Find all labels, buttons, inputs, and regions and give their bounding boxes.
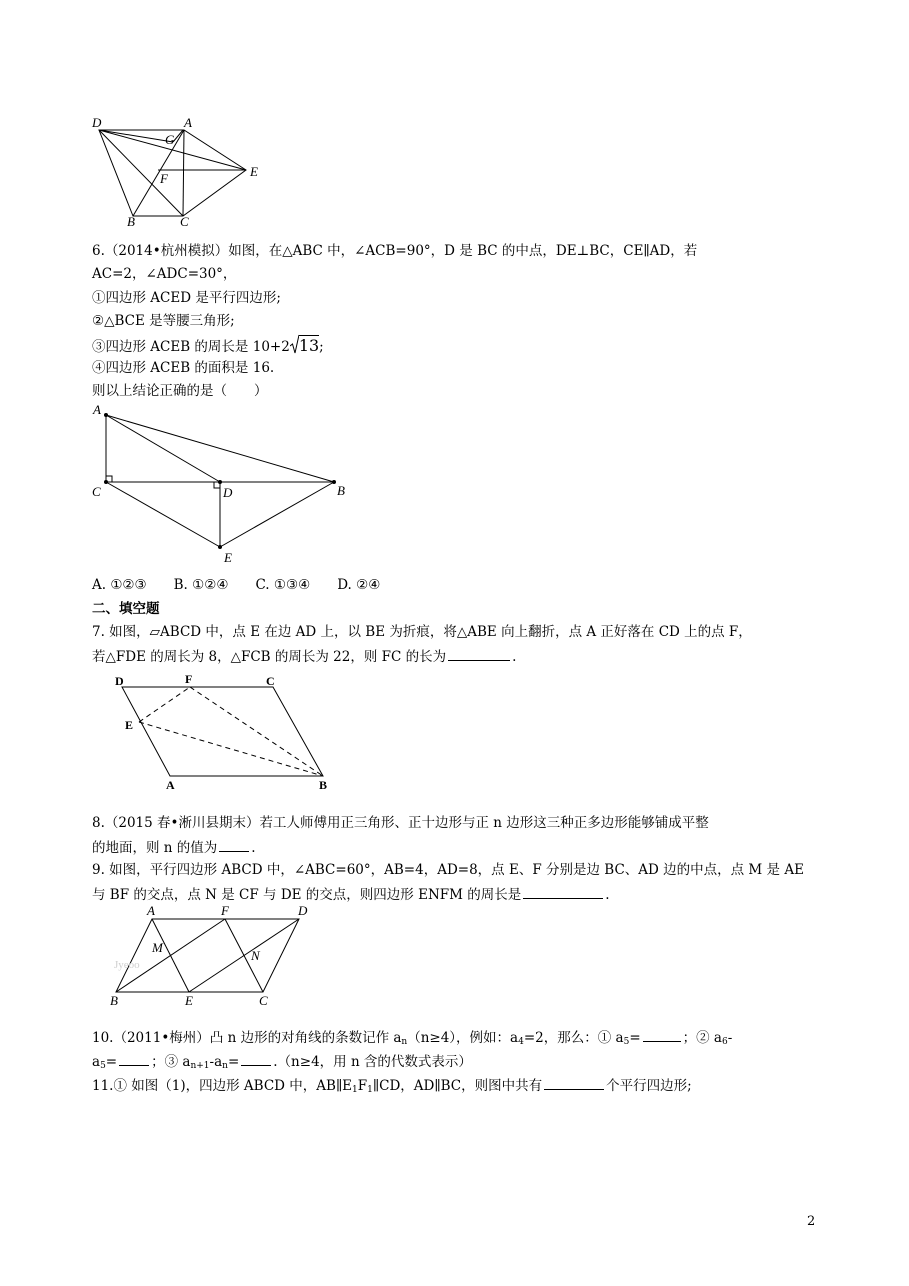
label-a: A (184, 115, 192, 130)
q10-text: a (92, 1054, 101, 1070)
q6-s3-end: ; (319, 339, 324, 355)
q10-text: -a (209, 1054, 223, 1070)
label-a: A (147, 903, 155, 918)
q6-s3-radicand: 13 (298, 336, 320, 355)
q11-line1 (92, 1075, 692, 1100)
q10-text: .（n≥4，用 n 含的代数式表示） (273, 1054, 472, 1070)
sqrt-symbol (290, 334, 299, 360)
q6-statement-2: ②△BCE 是等腰三角形; (92, 313, 235, 329)
label-e: E (250, 164, 258, 179)
q11-text: 11.① 如图（1)，四边形 ABCD 中，AB∥E (92, 1078, 353, 1094)
q10-blank-3[interactable] (241, 1051, 271, 1066)
subscript: 6 (721, 1037, 728, 1047)
section-heading-fill-blank: 二、填空题 (92, 601, 160, 617)
label-c: C (92, 484, 101, 499)
q8-answer-blank[interactable] (219, 837, 249, 852)
q10-text: - (727, 1030, 733, 1046)
subscript: n (401, 1037, 408, 1047)
label-b: B (127, 214, 135, 229)
q7-line2 (92, 646, 516, 667)
label-d: D (115, 674, 124, 688)
q7-end: . (512, 649, 517, 665)
q11-text: ∥CD，AD∥BC，则图中共有 (372, 1078, 543, 1094)
q11-text: 个平行四边形; (606, 1078, 692, 1094)
watermark: Jyeoo (114, 959, 140, 971)
q7-line2-text: 若△FDE 的周长为 8，△FCB 的周长为 22，则 FC 的长为 (92, 649, 447, 665)
label-b: B (110, 993, 118, 1006)
q6-statement-4: ④四边形 ACEB 的面积是 16. (92, 360, 275, 376)
q8-line2 (92, 837, 256, 858)
label-c: C (266, 674, 275, 688)
q9-end: . (605, 887, 610, 903)
subscript: 4 (518, 1037, 524, 1047)
subscript: 1 (352, 1085, 358, 1095)
label-d: D (92, 115, 102, 130)
label-e: E (224, 550, 232, 565)
label-a: A (166, 778, 175, 792)
label-a: A (93, 402, 101, 417)
q10-text: ；③ a (151, 1054, 191, 1070)
label-e: E (125, 718, 134, 732)
page-number: 2 (807, 1214, 816, 1229)
q7-line1: 7. 如图，▱ABCD 中，点 E 在边 AD 上，以 BE 为折痕，将△ABE 向上翻折，点 A 正好落在 CD 上的点 F， (92, 624, 752, 640)
label-c: C (180, 214, 189, 229)
subscript: n+1 (190, 1061, 210, 1071)
label-e: E (185, 993, 193, 1006)
label-d: D (223, 485, 233, 500)
subscript: 5 (100, 1061, 106, 1071)
q10-blank-1[interactable] (643, 1027, 681, 1042)
q10-text: ；② a (682, 1030, 722, 1046)
q10-text: =2，那么：① a (523, 1030, 624, 1046)
figure-q9 (104, 902, 324, 1006)
q10-text: = (629, 1030, 641, 1046)
label-c: C (259, 993, 268, 1006)
subscript: 1 (367, 1085, 373, 1095)
q6-line1: 6.（2014•杭州模拟）如图，在△ABC 中，∠ACB=90°，D 是 BC 的中点，DE⊥BC，CE∥AD，若 (92, 243, 698, 259)
q8-end: . (251, 840, 256, 856)
q8-line2-text: 的地面，则 n 的值为 (92, 840, 218, 856)
q9-answer-blank[interactable] (523, 884, 603, 899)
q10-line1 (92, 1027, 732, 1052)
q10-text: = (105, 1054, 118, 1070)
q10-line2 (92, 1051, 472, 1076)
q7-answer-blank[interactable] (448, 646, 510, 661)
label-m: M (152, 940, 163, 955)
figure-q5 (88, 112, 273, 230)
q6-options: A. ①②③ B. ①②④ C. ①③④ D. ②④ (92, 577, 381, 593)
label-n: N (251, 948, 260, 963)
label-f: F (185, 672, 193, 686)
label-b: B (319, 778, 328, 792)
figure-q6 (88, 400, 358, 570)
q6-statement-1: ①四边形 ACED 是平行四边形; (92, 290, 281, 306)
q10-blank-2[interactable] (119, 1051, 149, 1066)
q8-line1: 8.（2015 春•淅川县期末）若工人师傅用正三角形、正十边形与正 n 边形这三种正多边形能够铺成平整 (92, 815, 709, 831)
q10-text: = (227, 1054, 240, 1070)
label-f: F (160, 171, 168, 186)
q9-line1: 9. 如图，平行四边形 ABCD 中，∠ABC=60°，AB=4，AD=8，点 E、F 分别是边 BC、AD 边的中点，点 M 是 AE (92, 862, 804, 878)
q10-text: 10.（2011•梅州）凸 n 边形的对角线的条数记作 a (92, 1030, 402, 1046)
q9-line2-text: 与 BF 的交点，点 N 是 CF 与 DE 的交点，则四边形 ENFM 的周长是 (92, 887, 522, 903)
label-d: D (298, 903, 308, 918)
q10-text: （n≥4），例如：a (407, 1030, 519, 1046)
label-g: G (165, 132, 175, 147)
q11-answer-blank[interactable] (544, 1075, 604, 1090)
q6-line2: AC=2，∠ADC=30°， (92, 266, 237, 282)
figure-q7 (110, 670, 340, 795)
subscript: n (222, 1061, 228, 1071)
subscript: 5 (623, 1037, 630, 1047)
q6-s3-text: ③四边形 ACEB 的周长是 10+2 (92, 339, 290, 355)
q6-statement-3 (92, 334, 324, 360)
label-f: F (221, 903, 229, 918)
q6-ask: 则以上结论正确的是（ ） (92, 383, 268, 399)
label-b: B (337, 483, 345, 498)
q11-text: F (357, 1078, 368, 1094)
